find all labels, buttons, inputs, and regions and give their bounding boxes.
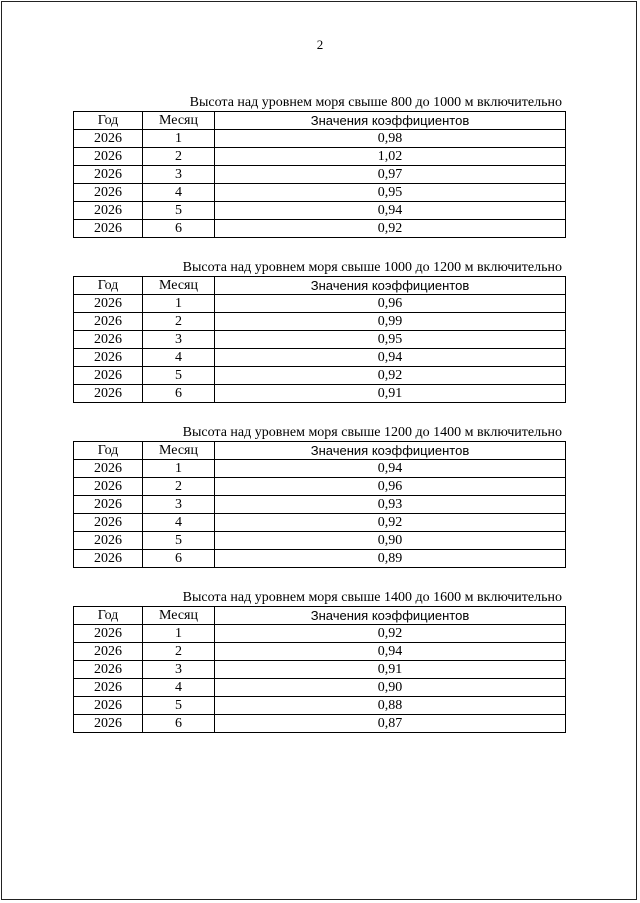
cell-value: 0,95 — [215, 184, 566, 202]
cell-year: 2026 — [74, 367, 143, 385]
cell-value: 0,91 — [215, 661, 566, 679]
cell-month: 3 — [143, 496, 215, 514]
cell-month: 6 — [143, 385, 215, 403]
table-header-row — [74, 112, 566, 130]
column-header-month: Месяц — [143, 442, 215, 460]
cell-year: 2026 — [74, 295, 143, 313]
column-header-values: Значения коэффициентов — [215, 607, 566, 625]
table-row — [74, 715, 566, 733]
table-row — [74, 130, 566, 148]
table-row — [74, 349, 566, 367]
cell-year: 2026 — [74, 148, 143, 166]
cell-month: 2 — [143, 148, 215, 166]
column-header-year: Год — [74, 112, 143, 130]
column-header-values: Значения коэффициентов — [215, 442, 566, 460]
coefficients-section-1200-1400 — [73, 424, 565, 568]
cell-value: 0,90 — [215, 679, 566, 697]
cell-month: 6 — [143, 220, 215, 238]
cell-month: 5 — [143, 202, 215, 220]
cell-year: 2026 — [74, 697, 143, 715]
cell-month: 1 — [143, 130, 215, 148]
table-row — [74, 697, 566, 715]
table-row — [74, 532, 566, 550]
cell-month: 1 — [143, 460, 215, 478]
cell-year: 2026 — [74, 661, 143, 679]
cell-value: 1,02 — [215, 148, 566, 166]
cell-year: 2026 — [74, 550, 143, 568]
cell-value: 0,94 — [215, 643, 566, 661]
table-header-row — [74, 442, 566, 460]
cell-month: 2 — [143, 313, 215, 331]
cell-month: 6 — [143, 715, 215, 733]
cell-month: 2 — [143, 478, 215, 496]
coefficients-section-800-1000 — [73, 94, 565, 238]
cell-value: 0,95 — [215, 331, 566, 349]
cell-month: 4 — [143, 514, 215, 532]
cell-value: 0,93 — [215, 496, 566, 514]
table-header-row — [74, 277, 566, 295]
cell-value: 0,92 — [215, 625, 566, 643]
column-header-month: Месяц — [143, 112, 215, 130]
cell-year: 2026 — [74, 385, 143, 403]
cell-value: 0,88 — [215, 697, 566, 715]
cell-year: 2026 — [74, 313, 143, 331]
table-row — [74, 331, 566, 349]
coefficients-table — [73, 276, 566, 403]
cell-month: 5 — [143, 367, 215, 385]
cell-month: 3 — [143, 166, 215, 184]
table-row — [74, 478, 566, 496]
cell-month: 4 — [143, 349, 215, 367]
cell-year: 2026 — [74, 496, 143, 514]
cell-month: 4 — [143, 184, 215, 202]
cell-year: 2026 — [74, 679, 143, 697]
cell-year: 2026 — [74, 220, 143, 238]
cell-month: 3 — [143, 661, 215, 679]
table-row — [74, 514, 566, 532]
cell-month: 5 — [143, 697, 215, 715]
cell-month: 5 — [143, 532, 215, 550]
section-caption: Высота над уровнем моря свыше 1200 до 1400 м включительно — [182, 425, 562, 440]
table-row — [74, 184, 566, 202]
cell-month: 2 — [143, 643, 215, 661]
cell-value: 0,98 — [215, 130, 566, 148]
cell-value: 0,99 — [215, 313, 566, 331]
column-header-year: Год — [74, 442, 143, 460]
cell-month: 4 — [143, 679, 215, 697]
table-row — [74, 220, 566, 238]
table-row — [74, 643, 566, 661]
table-row — [74, 385, 566, 403]
table-row — [74, 313, 566, 331]
page-number: 2 — [316, 37, 324, 52]
cell-year: 2026 — [74, 715, 143, 733]
cell-value: 0,92 — [215, 514, 566, 532]
table-row — [74, 625, 566, 643]
cell-month: 6 — [143, 550, 215, 568]
cell-value: 0,89 — [215, 550, 566, 568]
table-row — [74, 148, 566, 166]
cell-year: 2026 — [74, 460, 143, 478]
cell-value: 0,91 — [215, 385, 566, 403]
cell-value: 0,94 — [215, 460, 566, 478]
cell-year: 2026 — [74, 166, 143, 184]
table-row — [74, 550, 566, 568]
section-caption: Высота над уровнем моря свыше 1400 до 1600 м включительно — [182, 590, 562, 605]
section-caption: Высота над уровнем моря свыше 800 до 1000 м включительно — [189, 95, 562, 110]
section-caption: Высота над уровнем моря свыше 1000 до 1200 м включительно — [182, 260, 562, 275]
cell-year: 2026 — [74, 514, 143, 532]
table-row — [74, 202, 566, 220]
cell-month: 1 — [143, 625, 215, 643]
column-header-year: Год — [74, 607, 143, 625]
cell-year: 2026 — [74, 349, 143, 367]
table-row — [74, 661, 566, 679]
cell-value: 0,97 — [215, 166, 566, 184]
coefficients-section-1000-1200 — [73, 259, 565, 403]
cell-year: 2026 — [74, 184, 143, 202]
cell-year: 2026 — [74, 202, 143, 220]
cell-year: 2026 — [74, 331, 143, 349]
cell-year: 2026 — [74, 130, 143, 148]
cell-month: 3 — [143, 331, 215, 349]
cell-value: 0,94 — [215, 349, 566, 367]
cell-value: 0,90 — [215, 532, 566, 550]
cell-month: 1 — [143, 295, 215, 313]
coefficients-section-1400-1600 — [73, 589, 565, 733]
column-header-values: Значения коэффициентов — [215, 112, 566, 130]
table-header-row — [74, 607, 566, 625]
column-header-month: Месяц — [143, 277, 215, 295]
coefficients-table — [73, 111, 566, 238]
cell-value: 0,96 — [215, 478, 566, 496]
cell-value: 0,87 — [215, 715, 566, 733]
coefficients-table — [73, 606, 566, 733]
table-row — [74, 460, 566, 478]
table-row — [74, 367, 566, 385]
table-row — [74, 679, 566, 697]
cell-value: 0,94 — [215, 202, 566, 220]
cell-year: 2026 — [74, 643, 143, 661]
table-row — [74, 166, 566, 184]
table-row — [74, 295, 566, 313]
table-row — [74, 496, 566, 514]
cell-year: 2026 — [74, 532, 143, 550]
coefficients-table — [73, 441, 566, 568]
cell-year: 2026 — [74, 478, 143, 496]
cell-value: 0,92 — [215, 220, 566, 238]
column-header-month: Месяц — [143, 607, 215, 625]
column-header-values: Значения коэффициентов — [215, 277, 566, 295]
cell-value: 0,96 — [215, 295, 566, 313]
cell-value: 0,92 — [215, 367, 566, 385]
column-header-year: Год — [74, 277, 143, 295]
cell-year: 2026 — [74, 625, 143, 643]
